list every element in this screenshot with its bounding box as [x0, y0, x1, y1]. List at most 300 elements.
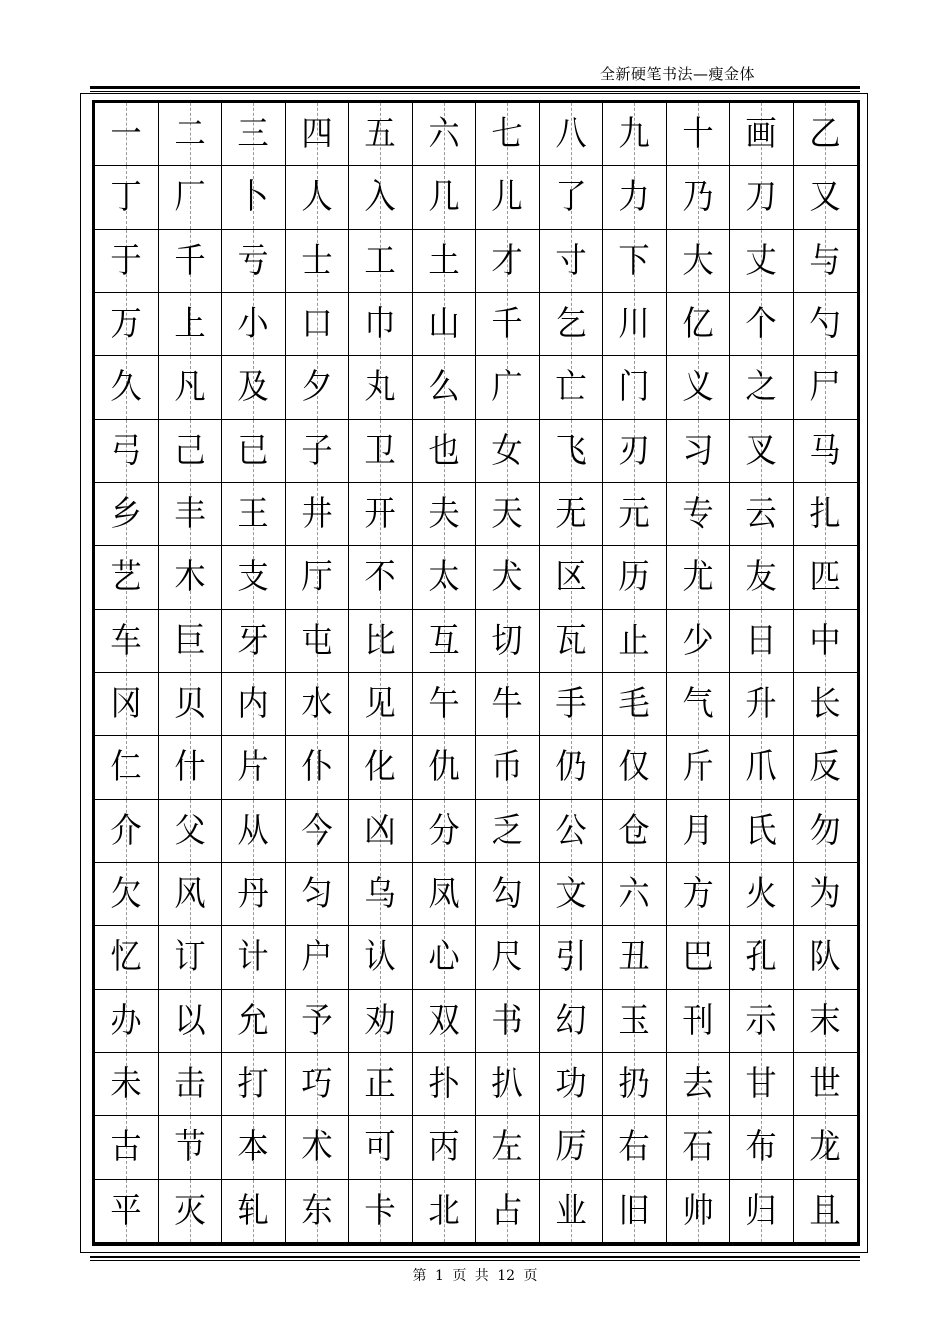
grid-cell [95, 736, 159, 799]
grid-cell [159, 1180, 223, 1243]
practice-character: 井 [301, 494, 333, 535]
practice-character: 化 [364, 747, 396, 788]
practice-character: 丰 [174, 494, 206, 535]
practice-character: 亡 [555, 367, 587, 408]
practice-character: 甘 [745, 1064, 777, 1105]
practice-character: 巾 [364, 304, 396, 345]
grid-cell [730, 1180, 794, 1243]
grid-cell [159, 546, 223, 609]
grid-cell [159, 103, 223, 166]
grid-cell [222, 293, 286, 356]
footer-total-unit: 页 [523, 1268, 538, 1284]
grid-cell [159, 990, 223, 1053]
practice-character: 东 [301, 1190, 333, 1231]
grid-cell [95, 990, 159, 1053]
grid-cell [286, 546, 350, 609]
practice-character: 木 [174, 557, 206, 598]
grid-cell [667, 673, 731, 736]
practice-character: 父 [174, 810, 206, 851]
grid-cell [286, 990, 350, 1053]
grid-cell [95, 230, 159, 293]
practice-character: 贝 [174, 684, 206, 725]
grid-cell [794, 736, 858, 799]
grid-cell [476, 673, 540, 736]
grid-cell [159, 1053, 223, 1116]
practice-character: 久 [110, 367, 142, 408]
practice-character: 门 [618, 367, 650, 408]
page-header-title: 全新硬笔书法—瘦金体 [600, 65, 756, 83]
practice-character: 仓 [618, 810, 650, 851]
practice-character: 凡 [174, 367, 206, 408]
practice-character: 石 [682, 1127, 714, 1168]
practice-character: 午 [428, 684, 460, 725]
grid-cell [222, 230, 286, 293]
practice-character: 巴 [682, 937, 714, 978]
practice-character: 击 [174, 1064, 206, 1105]
practice-character: 勺 [809, 304, 841, 345]
grid-cell [349, 103, 413, 166]
grid-cell [159, 356, 223, 419]
grid-cell [349, 1053, 413, 1116]
grid-cell [603, 166, 667, 229]
practice-character: 亏 [237, 240, 269, 281]
grid-cell [730, 736, 794, 799]
practice-character: 分 [428, 810, 460, 851]
practice-character: 画 [745, 114, 777, 155]
grid-cell [159, 736, 223, 799]
practice-character: 且 [809, 1190, 841, 1231]
grid-cell [413, 103, 477, 166]
grid-cell [603, 736, 667, 799]
practice-character: 四 [301, 114, 333, 155]
grid-cell [413, 990, 477, 1053]
practice-character: 内 [237, 684, 269, 725]
grid-cell [730, 293, 794, 356]
grid-cell [667, 356, 731, 419]
practice-character: 丑 [618, 937, 650, 978]
practice-character: 儿 [491, 177, 523, 218]
grid-cell [540, 166, 604, 229]
practice-character: 丈 [745, 240, 777, 281]
practice-character: 口 [301, 304, 333, 345]
practice-character: 队 [809, 937, 841, 978]
practice-character: 卡 [364, 1190, 396, 1231]
practice-character: 巨 [174, 620, 206, 661]
grid-cell [794, 673, 858, 736]
grid-cell [413, 1053, 477, 1116]
practice-character: 仆 [301, 747, 333, 788]
grid-cell [794, 800, 858, 863]
grid-cell [95, 1116, 159, 1179]
practice-character: 凤 [428, 874, 460, 915]
practice-character: 屯 [301, 620, 333, 661]
grid-cell [413, 483, 477, 546]
grid-cell [794, 483, 858, 546]
practice-character: 千 [174, 240, 206, 281]
practice-character: 工 [364, 240, 396, 281]
grid-cell [603, 356, 667, 419]
grid-cell [794, 356, 858, 419]
grid-cell [222, 103, 286, 166]
practice-character: 可 [364, 1127, 396, 1168]
practice-character: 从 [237, 810, 269, 851]
practice-character: 飞 [555, 430, 587, 471]
grid-cell [286, 800, 350, 863]
practice-character: 大 [682, 240, 714, 281]
grid-cell [349, 230, 413, 293]
grid-cell [476, 293, 540, 356]
practice-character: 仍 [555, 747, 587, 788]
practice-character: 书 [491, 1000, 523, 1041]
grid-cell [540, 800, 604, 863]
grid-cell [476, 1116, 540, 1179]
grid-cell [540, 610, 604, 673]
practice-character: 乞 [555, 304, 587, 345]
practice-character: 个 [745, 304, 777, 345]
practice-character: 去 [682, 1064, 714, 1105]
practice-character: 卜 [237, 177, 269, 218]
grid-cell [730, 230, 794, 293]
practice-character: 丙 [428, 1127, 460, 1168]
grid-cell [476, 736, 540, 799]
practice-character: 十 [682, 114, 714, 155]
grid-cell [667, 990, 731, 1053]
grid-cell [413, 293, 477, 356]
practice-character: 乌 [364, 874, 396, 915]
grid-cell [667, 610, 731, 673]
practice-character: 叉 [745, 430, 777, 471]
practice-character: 二 [174, 114, 206, 155]
practice-character: 扑 [428, 1064, 460, 1105]
practice-character: 尸 [809, 367, 841, 408]
practice-character: 乏 [491, 810, 523, 851]
practice-character: 万 [110, 304, 142, 345]
grid-cell [667, 800, 731, 863]
practice-character: 气 [682, 684, 714, 725]
footer-page-number: 1 [434, 1268, 444, 1284]
grid-cell [413, 166, 477, 229]
grid-cell [476, 610, 540, 673]
grid-cell [413, 230, 477, 293]
practice-character: 牛 [491, 684, 523, 725]
practice-character: 打 [237, 1064, 269, 1105]
practice-character: 扒 [491, 1064, 523, 1105]
practice-character: 方 [682, 874, 714, 915]
practice-character: 勿 [809, 810, 841, 851]
grid-cell [95, 546, 159, 609]
practice-character: 己 [174, 430, 206, 471]
practice-character: 太 [428, 557, 460, 598]
practice-character: 心 [428, 937, 460, 978]
practice-character: 以 [174, 1000, 206, 1041]
practice-character: 仅 [618, 747, 650, 788]
grid-cell [349, 800, 413, 863]
grid-cell [159, 610, 223, 673]
grid-cell [603, 926, 667, 989]
grid-cell [95, 1053, 159, 1116]
practice-character: 户 [301, 937, 333, 978]
footer-rule-thin [90, 1260, 860, 1261]
practice-character: 专 [682, 494, 714, 535]
practice-character: 下 [618, 240, 650, 281]
practice-character: 扔 [618, 1064, 650, 1105]
practice-character: 无 [555, 494, 587, 535]
practice-character: 欠 [110, 874, 142, 915]
practice-character: 上 [174, 304, 206, 345]
practice-character: 孔 [745, 937, 777, 978]
practice-character: 车 [110, 620, 142, 661]
grid-cell [476, 1053, 540, 1116]
grid-cell [730, 673, 794, 736]
practice-character: 比 [364, 620, 396, 661]
grid-cell [349, 483, 413, 546]
practice-character: 今 [301, 810, 333, 851]
grid-cell [349, 673, 413, 736]
grid-cell [667, 420, 731, 483]
grid-cell [794, 1180, 858, 1243]
grid-cell [349, 356, 413, 419]
grid-cell [603, 673, 667, 736]
practice-character: 凶 [364, 810, 396, 851]
practice-character: 尺 [491, 937, 523, 978]
practice-character: 长 [809, 684, 841, 725]
grid-cell [95, 483, 159, 546]
practice-character: 寸 [555, 240, 587, 281]
practice-character: 土 [428, 240, 460, 281]
practice-character: 瓦 [555, 620, 587, 661]
practice-character: 么 [428, 367, 460, 408]
practice-character: 艺 [110, 557, 142, 598]
practice-character: 反 [809, 747, 841, 788]
practice-character: 归 [745, 1190, 777, 1231]
grid-cell [603, 546, 667, 609]
practice-character: 斤 [682, 747, 714, 788]
practice-character: 什 [174, 747, 206, 788]
practice-character: 中 [809, 620, 841, 661]
practice-character: 布 [745, 1127, 777, 1168]
grid-cell [95, 926, 159, 989]
practice-character: 入 [364, 177, 396, 218]
grid-cell [730, 356, 794, 419]
grid-cell [730, 863, 794, 926]
grid-cell [159, 926, 223, 989]
practice-character: 术 [301, 1127, 333, 1168]
practice-character: 六 [618, 874, 650, 915]
practice-character: 力 [618, 177, 650, 218]
practice-character: 子 [301, 430, 333, 471]
practice-character: 不 [364, 557, 396, 598]
grid-cell [159, 420, 223, 483]
grid-cell [222, 673, 286, 736]
practice-character: 士 [301, 240, 333, 281]
practice-character: 升 [745, 684, 777, 725]
practice-character: 卫 [364, 430, 396, 471]
practice-character: 开 [364, 494, 396, 535]
grid-cell [413, 863, 477, 926]
grid-cell [540, 230, 604, 293]
practice-character: 习 [682, 430, 714, 471]
grid-cell [413, 736, 477, 799]
character-grid [95, 103, 857, 1243]
grid-cell [730, 546, 794, 609]
grid-cell [222, 483, 286, 546]
grid-cell [667, 103, 731, 166]
grid-cell [540, 736, 604, 799]
practice-character: 未 [110, 1064, 142, 1105]
grid-cell [667, 1053, 731, 1116]
practice-character: 山 [428, 304, 460, 345]
grid-cell [413, 800, 477, 863]
grid-cell [603, 293, 667, 356]
practice-character: 几 [428, 177, 460, 218]
grid-cell [413, 546, 477, 609]
practice-character: 义 [682, 367, 714, 408]
practice-character: 龙 [809, 1127, 841, 1168]
practice-character: 日 [745, 620, 777, 661]
grid-cell [286, 1180, 350, 1243]
grid-cell [667, 863, 731, 926]
practice-character: 女 [491, 430, 523, 471]
grid-cell [413, 1116, 477, 1179]
grid-cell [413, 610, 477, 673]
grid-cell [730, 103, 794, 166]
grid-cell [349, 863, 413, 926]
grid-cell [222, 420, 286, 483]
practice-character: 于 [110, 240, 142, 281]
practice-character: 牙 [237, 620, 269, 661]
practice-character: 引 [555, 937, 587, 978]
practice-character: 乙 [809, 114, 841, 155]
grid-cell [349, 293, 413, 356]
practice-character: 片 [237, 747, 269, 788]
grid-cell [222, 356, 286, 419]
grid-cell [413, 356, 477, 419]
grid-cell [794, 230, 858, 293]
practice-character: 广 [491, 367, 523, 408]
grid-cell [222, 1053, 286, 1116]
grid-cell [730, 610, 794, 673]
practice-character: 少 [682, 620, 714, 661]
practice-character: 丸 [364, 367, 396, 408]
practice-character: 历 [618, 557, 650, 598]
practice-character: 仇 [428, 747, 460, 788]
grid-cell [476, 230, 540, 293]
practice-character: 旧 [618, 1190, 650, 1231]
practice-character: 马 [809, 430, 841, 471]
practice-character: 节 [174, 1127, 206, 1168]
practice-character: 乃 [682, 177, 714, 218]
grid-cell [413, 1180, 477, 1243]
grid-cell [540, 103, 604, 166]
grid-cell [794, 103, 858, 166]
practice-character: 爪 [745, 747, 777, 788]
grid-cell [349, 166, 413, 229]
grid-cell [603, 863, 667, 926]
practice-character: 劝 [364, 1000, 396, 1041]
grid-cell [476, 103, 540, 166]
grid-cell [95, 800, 159, 863]
practice-character: 灭 [174, 1190, 206, 1231]
grid-cell [286, 230, 350, 293]
grid-cell [794, 1053, 858, 1116]
grid-cell [667, 926, 731, 989]
practice-character: 介 [110, 810, 142, 851]
grid-cell [476, 483, 540, 546]
practice-character: 夕 [301, 367, 333, 408]
practice-character: 千 [491, 304, 523, 345]
grid-cell [794, 546, 858, 609]
practice-character: 见 [364, 684, 396, 725]
practice-character: 王 [237, 494, 269, 535]
practice-character: 古 [110, 1127, 142, 1168]
practice-character: 三 [237, 114, 269, 155]
grid-cell [794, 610, 858, 673]
grid-cell [603, 800, 667, 863]
grid-cell [603, 990, 667, 1053]
practice-character: 一 [110, 114, 142, 155]
grid-cell [95, 610, 159, 673]
practice-character: 认 [364, 937, 396, 978]
practice-character: 手 [555, 684, 587, 725]
practice-character: 轧 [237, 1190, 269, 1231]
footer-total-pages: 12 [497, 1268, 516, 1284]
grid-cell [222, 610, 286, 673]
grid-cell [286, 736, 350, 799]
grid-cell [95, 1180, 159, 1243]
practice-character: 八 [555, 114, 587, 155]
grid-cell [222, 736, 286, 799]
grid-cell [540, 483, 604, 546]
grid-cell [222, 863, 286, 926]
grid-cell [540, 546, 604, 609]
grid-cell [95, 673, 159, 736]
grid-cell [540, 990, 604, 1053]
grid-cell [730, 420, 794, 483]
practice-character: 氏 [745, 810, 777, 851]
practice-character: 双 [428, 1000, 460, 1041]
grid-cell [476, 863, 540, 926]
practice-character: 也 [428, 430, 460, 471]
practice-character: 了 [555, 177, 587, 218]
grid-cell [95, 166, 159, 229]
grid-cell [413, 926, 477, 989]
practice-character: 友 [745, 557, 777, 598]
practice-character: 为 [809, 874, 841, 915]
grid-cell [794, 990, 858, 1053]
grid-cell [794, 863, 858, 926]
footer-prefix: 第 [412, 1268, 427, 1284]
practice-character: 川 [618, 304, 650, 345]
practice-character: 办 [110, 1000, 142, 1041]
grid-cell [222, 1116, 286, 1179]
grid-cell [603, 420, 667, 483]
footer-total-label: 共 [474, 1268, 489, 1284]
grid-cell [794, 166, 858, 229]
grid-cell [730, 990, 794, 1053]
grid-cell [286, 293, 350, 356]
grid-cell [540, 356, 604, 419]
grid-cell [286, 926, 350, 989]
grid-cell [286, 483, 350, 546]
grid-cell [159, 230, 223, 293]
grid-cell [286, 420, 350, 483]
practice-character: 计 [237, 937, 269, 978]
grid-cell [349, 420, 413, 483]
practice-character: 刀 [745, 177, 777, 218]
grid-cell [286, 356, 350, 419]
grid-cell [603, 103, 667, 166]
practice-character: 夫 [428, 494, 460, 535]
